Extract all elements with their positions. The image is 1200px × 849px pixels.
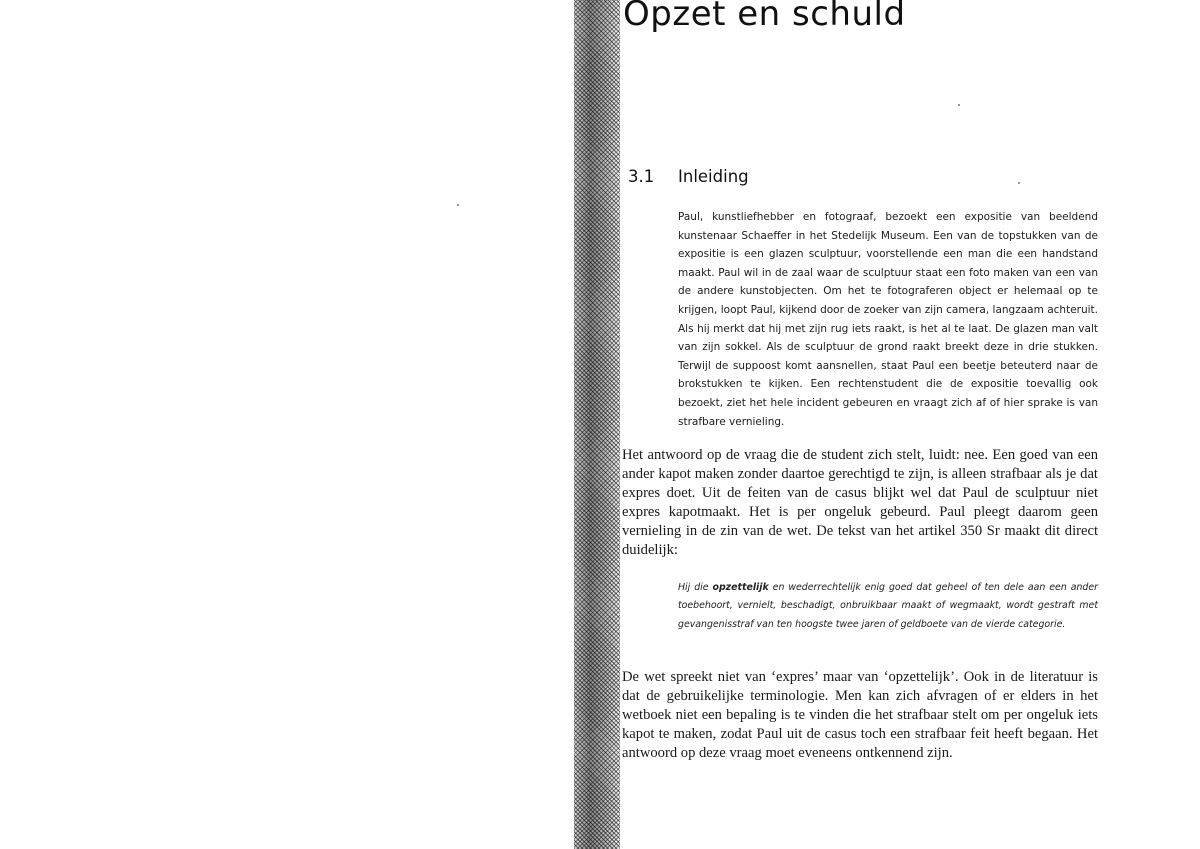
scan-speck: [958, 104, 960, 106]
section-title: Inleiding: [678, 167, 749, 186]
case-description: Paul, kunstliefhebber en fotograaf, bezoekt een expositie van beeldend kunstenaar Schaeffer in het Stedelijk Museum. Een van de topstukken van de expositie is een glazen sculptuur, voorstellende een man die een handstand maakt. Paul wil in de zaal waar de sculptuur staat een foto maken van een van de andere kunstobjecten. Om het te fotograferen object er helemaal op te krijgen, loopt Paul, kijkend door de zoeker van zijn camera, langzaam achteruit. Als hij merkt dat hij met zijn rug iets raakt, is het al te laat. De glazen man valt van zijn sokkel. Als de sculptuur de grond raakt breekt deze in drie stukken. Terwijl de suppoost komt aansnellen, staat Paul een beetje beteuterd naar de brokstukken te kijken. Een rechtenstudent die de expositie toevallig ook bezoekt, ziet het hele incident gebeuren en vraagt zich af of hier sprake is van strafbare vernieling.: [678, 211, 1098, 428]
book-spine-shadow: [574, 0, 620, 849]
section-number: 3.1: [628, 167, 655, 186]
section-heading: [628, 167, 749, 186]
body-paragraph-2: De wet spreekt niet van ‘expres’ maar van ‘opzettelijk’. Ook in de literatuur is dat de gebruikelijke terminologie. Men kan zich afvragen of er elders in het wetboek niet een bepaling is te vinden die het strafbaar stelt om per ongeluk iets kapot te maken, zodat Paul uit de casus toch een strafbaar feit heeft begaan. Het antwoord op deze vraag moet eveneens ontkennend zijn.: [622, 669, 1098, 761]
body-paragraph-1: Het antwoord op de vraag die de student zich stelt, luidt: nee. Een goed van een ander kapot maken zonder daartoe gerechtigd te zijn, is alleen strafbaar als je dat expres doet. Uit de feiten van de casus blijkt wel dat Paul de sculptuur niet expres kapotmaakt. Het is per ongeluk gebeurd. Paul pleegt daarom geen vernieling in de zin van de wet. De tekst van het artikel 350 Sr maakt dit direct duidelijk:: [622, 447, 1098, 558]
scan-speck: [457, 204, 459, 206]
quote-text-after: en wederrechtelijk enig goed dat geheel of ten dele aan een ander toebehoort, vernielt, beschadigt, onbruikbaar maakt of wegmaakt, wordt gestraft met gevangenisstraf van ten hoogste twee jaren of geldboete van de vierde categorie.: [678, 582, 1098, 630]
chapter-title: Opzet en schuld: [623, 0, 906, 34]
quote-emphasis: opzettelijk: [712, 582, 769, 593]
law-quote: [678, 579, 1098, 634]
scan-speck: [1018, 182, 1020, 184]
quote-text-before: Hij die: [678, 582, 713, 593]
